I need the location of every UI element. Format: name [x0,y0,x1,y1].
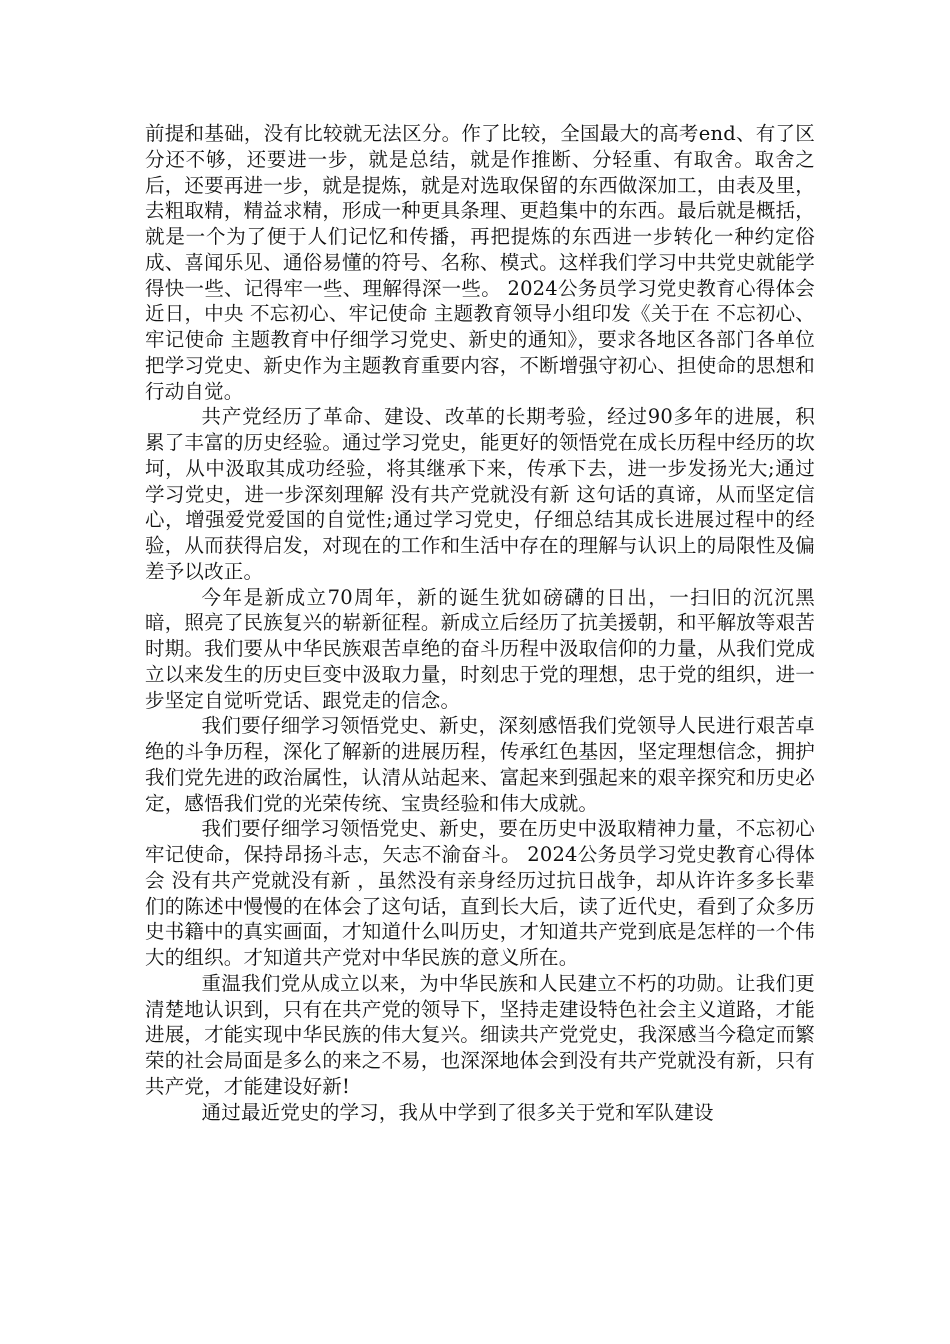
paragraph-3: 今年是新成立70周年，新的诞生犹如磅礴的日出，一扫旧的沉沉黑暗，照亮了民族复兴的崭新征程。新成立后经历了抗美援朝，和平解放等艰苦时期。我们要从中华民族艰苦卓绝的奋斗历程中汲取信仰的力量，从我们党成立以来发生的历史巨变中汲取力量，时刻忠于党的理想，忠于党的组织，进一步坚定自觉听党话、跟党走的信念。 [145,585,815,712]
paragraph-5: 我们要仔细学习领悟党史、新史，要在历史中汲取精神力量，不忘初心牢记使命，保持昂扬斗志，矢志不渝奋斗。 2024公务员学习党史教育心得体会 没有共产党就没有新 ，虽然没有亲身经历过抗日战争，却从许许多多长辈们的陈述中慢慢的在体会了这句话，直到长大后，读了近代史，看到了众多历史书籍中的真实画面，才知道什么叫历史，才知道共产党到底是怎样的一个伟大的组织。才知道共产党对中华民族的意义所在。 [145,817,815,969]
document-body [145,121,815,1125]
paragraph-1: 前提和基础，没有比较就无法区分。作了比较，全国最大的高考end、有了区分还不够，还要进一步，就是总结，就是作推断、分轻重、有取舍。取舍之后，还要再进一步，就是提炼，就是对选取保留的东西做深加工，由表及里，去粗取精，精益求精，形成一种更具条理、更趋集中的东西。最后就是概括，就是一个为了便于人们记忆和传播，再把提炼的东西进一步转化一种约定俗成、喜闻乐见、通俗易懂的符号、名称、模式。这样我们学习中共党史就能学得快一些、记得牢一些、理解得深一些。 2024公务员学习党史教育心得体会 近日，中央 不忘初心、牢记使命 主题教育领导小组印发《关于在 不忘初心、牢记使命 主题教育中仔细学习党史、新史的通知》，要求各地区各部门各单位把学习党史、新史作为主题教育重要内容，不断增强守初心、担使命的思想和行动自觉。 [145,122,815,403]
paragraph-2: 共产党经历了革命、建设、改革的长期考验，经过90多年的进展，积累了丰富的历史经验。通过学习党史，能更好的领悟党在成长历程中经历的坎坷，从中汲取其成功经验，将其继承下来，传承下去，进一步发扬光大;通过学习党史，进一步深刻理解 没有共产党就没有新 这句话的真谛，从而坚定信心，增强爱党爱国的自觉性;通过学习党史，仔细总结其成长进展过程中的经验，从而获得启发，对现在的工作和生活中存在的理解与认识上的局限性及偏差予以改正。 [145,405,815,583]
paragraph-7: 通过最近党史的学习，我从中学到了很多关于党和军队建设 [201,1100,714,1124]
paragraph-6: 重温我们党从成立以来，为中华民族和人民建立不朽的功勋。让我们更清楚地认识到，只有在共产党的领导下，坚持走建设特色社会主义道路，才能进展，才能实现中华民族的伟大复兴。细读共产党党史，我深感当今稳定而繁荣的社会局面是多么的来之不易，也深深地体会到没有共产党就没有新，只有共产党，才能建设好新! [145,971,815,1098]
paragraph-4: 我们要仔细学习领悟党史、新史，深刻感悟我们党领导人民进行艰苦卓绝的斗争历程，深化了解新的进展历程，传承红色基因，坚定理想信念，拥护我们党先进的政治属性，认清从站起来、富起来到强起来的艰辛探究和历史必定，感悟我们党的光荣传统、宝贵经验和伟大成就。 [145,714,815,815]
